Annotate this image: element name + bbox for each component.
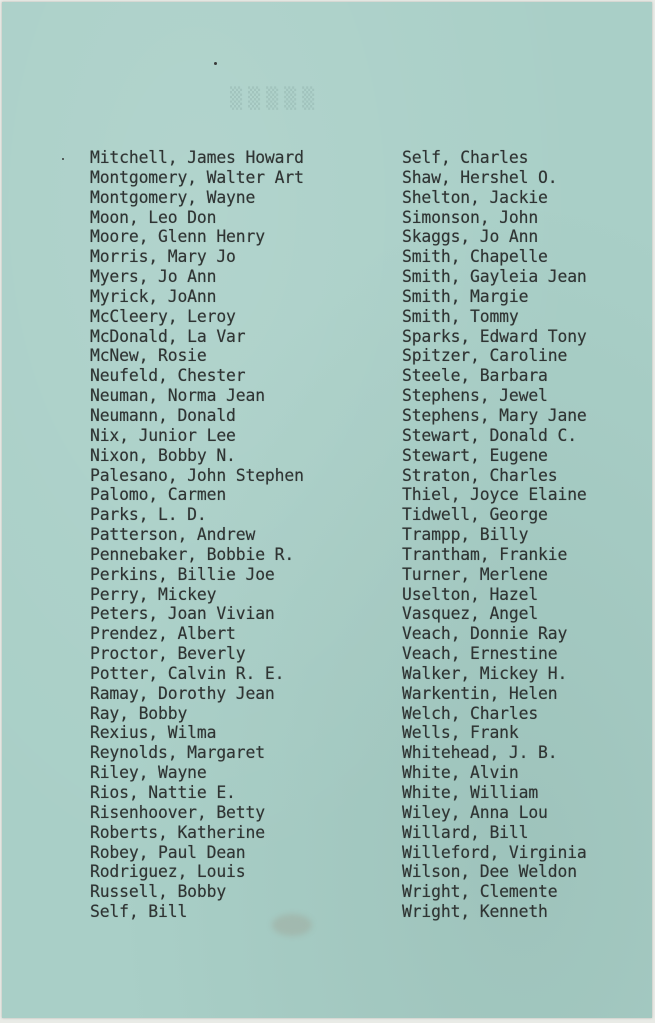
name-entry: Self, Charles [402,148,529,167]
name-entry: Riley, Wayne [90,763,207,783]
name-entry: Trampp, Billy [402,525,529,545]
name-entry: Neufeld, Chester [90,366,246,386]
name-entry: Vasquez, Angel [402,604,539,624]
name-entry: Willeford, Virginia [402,842,587,862]
name-entry: Smith, Gayleia Jean [402,267,587,287]
name-entry: Wright, Kenneth [402,902,548,922]
name-entry: Palesano, John Stephen [90,465,304,485]
name-entry: Mitchell, James Howard [90,148,304,167]
name-entry: Nix, Junior Lee [90,425,236,445]
name-entry: Stewart, Donald C. [402,425,577,445]
name-entry: Ray, Bobby [90,703,188,723]
name-entry: Stewart, Eugene [402,445,548,465]
typed-name-list-page [2,2,652,1018]
show-through-heading: ▒▒▒▒▒ [230,86,321,110]
name-entry: Neumann, Donald [90,405,236,425]
name-entry: Wiley, Anna Lou [402,802,548,822]
name-entry: Stephens, Mary Jane [402,405,587,425]
left-name-column [90,148,304,922]
name-entry: Simonson, John [402,207,539,227]
ink-dot [214,62,217,65]
name-entry: Moon, Leo Don [90,207,217,227]
name-entry: Warkentin, Helen [402,683,558,703]
name-entry: Morris, Mary Jo [90,247,236,267]
name-entry: Walker, Mickey H. [402,663,568,683]
name-entry: Welch, Charles [402,703,539,723]
name-entry: Pennebaker, Bobbie R. [90,544,295,564]
name-entry: Veach, Donnie Ray [402,624,568,644]
name-entry: Thiel, Joyce Elaine [402,485,587,505]
name-entry: Steele, Barbara [402,366,548,386]
name-entry: Sparks, Edward Tony [402,326,587,346]
name-entry: Montgomery, Walter Art [90,167,304,187]
name-entry: Parks, L. D. [90,505,207,525]
name-entry: Wright, Clemente [402,882,558,902]
name-entry: Smith, Chapelle [402,247,548,267]
name-entry: Self, Bill [90,902,188,922]
name-entry: McCleery, Leroy [90,306,236,326]
name-entry: Shelton, Jackie [402,187,548,207]
name-entry: Risenhoover, Betty [90,802,265,822]
name-entry: Whitehead, J. B. [402,743,558,763]
name-entry: Proctor, Beverly [90,644,246,664]
name-entry: Perry, Mickey [90,584,217,604]
name-entry: Roberts, Katherine [90,822,265,842]
name-entry: Straton, Charles [402,465,558,485]
name-entry: McDonald, La Var [90,326,246,346]
name-entry: Stephens, Jewel [402,386,548,406]
name-entry: Smith, Margie [402,286,529,306]
name-entry: Russell, Bobby [90,882,227,902]
name-entry: Prendez, Albert [90,624,236,644]
name-entry: Ramay, Dorothy Jean [90,683,275,703]
name-entry: Reynolds, Margaret [90,743,265,763]
name-entry: Perkins, Billie Joe [90,564,275,584]
name-entry: Myers, Jo Ann [90,267,217,287]
ink-dot [62,158,64,160]
name-entry: Rodriguez, Louis [90,862,246,882]
name-entry: Nixon, Bobby N. [90,445,236,465]
name-entry: Patterson, Andrew [90,525,256,545]
name-entry: Tidwell, George [402,505,548,525]
name-entry: Robey, Paul Dean [90,842,246,862]
name-entry: Rexius, Wilma [90,723,217,743]
name-entry: Moore, Glenn Henry [90,227,265,247]
name-entry: Palomo, Carmen [90,485,227,505]
name-entry: Potter, Calvin R. E. [90,663,285,683]
name-entry: Uselton, Hazel [402,584,539,604]
name-entry: Veach, Ernestine [402,644,558,664]
name-entry: White, William [402,783,539,802]
name-entry: White, Alvin [402,763,519,783]
name-entry: McNew, Rosie [90,346,207,366]
name-entry: Skaggs, Jo Ann [402,227,539,247]
name-entry: Wells, Frank [402,723,519,743]
right-name-column [402,148,587,922]
name-entry: Neuman, Norma Jean [90,386,265,406]
name-entry: Myrick, JoAnn [90,286,217,306]
name-entry: Turner, Merlene [402,564,548,584]
name-entry: Smith, Tommy [402,306,519,326]
name-entry: Peters, Joan Vivian [90,604,275,624]
name-entry: Spitzer, Caroline [402,346,568,366]
name-entry: Rios, Nattie E. [90,783,236,802]
name-entry: Wilson, Dee Weldon [402,862,577,882]
name-entry: Shaw, Hershel O. [402,167,558,187]
name-entry: Montgomery, Wayne [90,187,256,207]
name-entry: Willard, Bill [402,822,529,842]
name-entry: Trantham, Frankie [402,544,568,564]
